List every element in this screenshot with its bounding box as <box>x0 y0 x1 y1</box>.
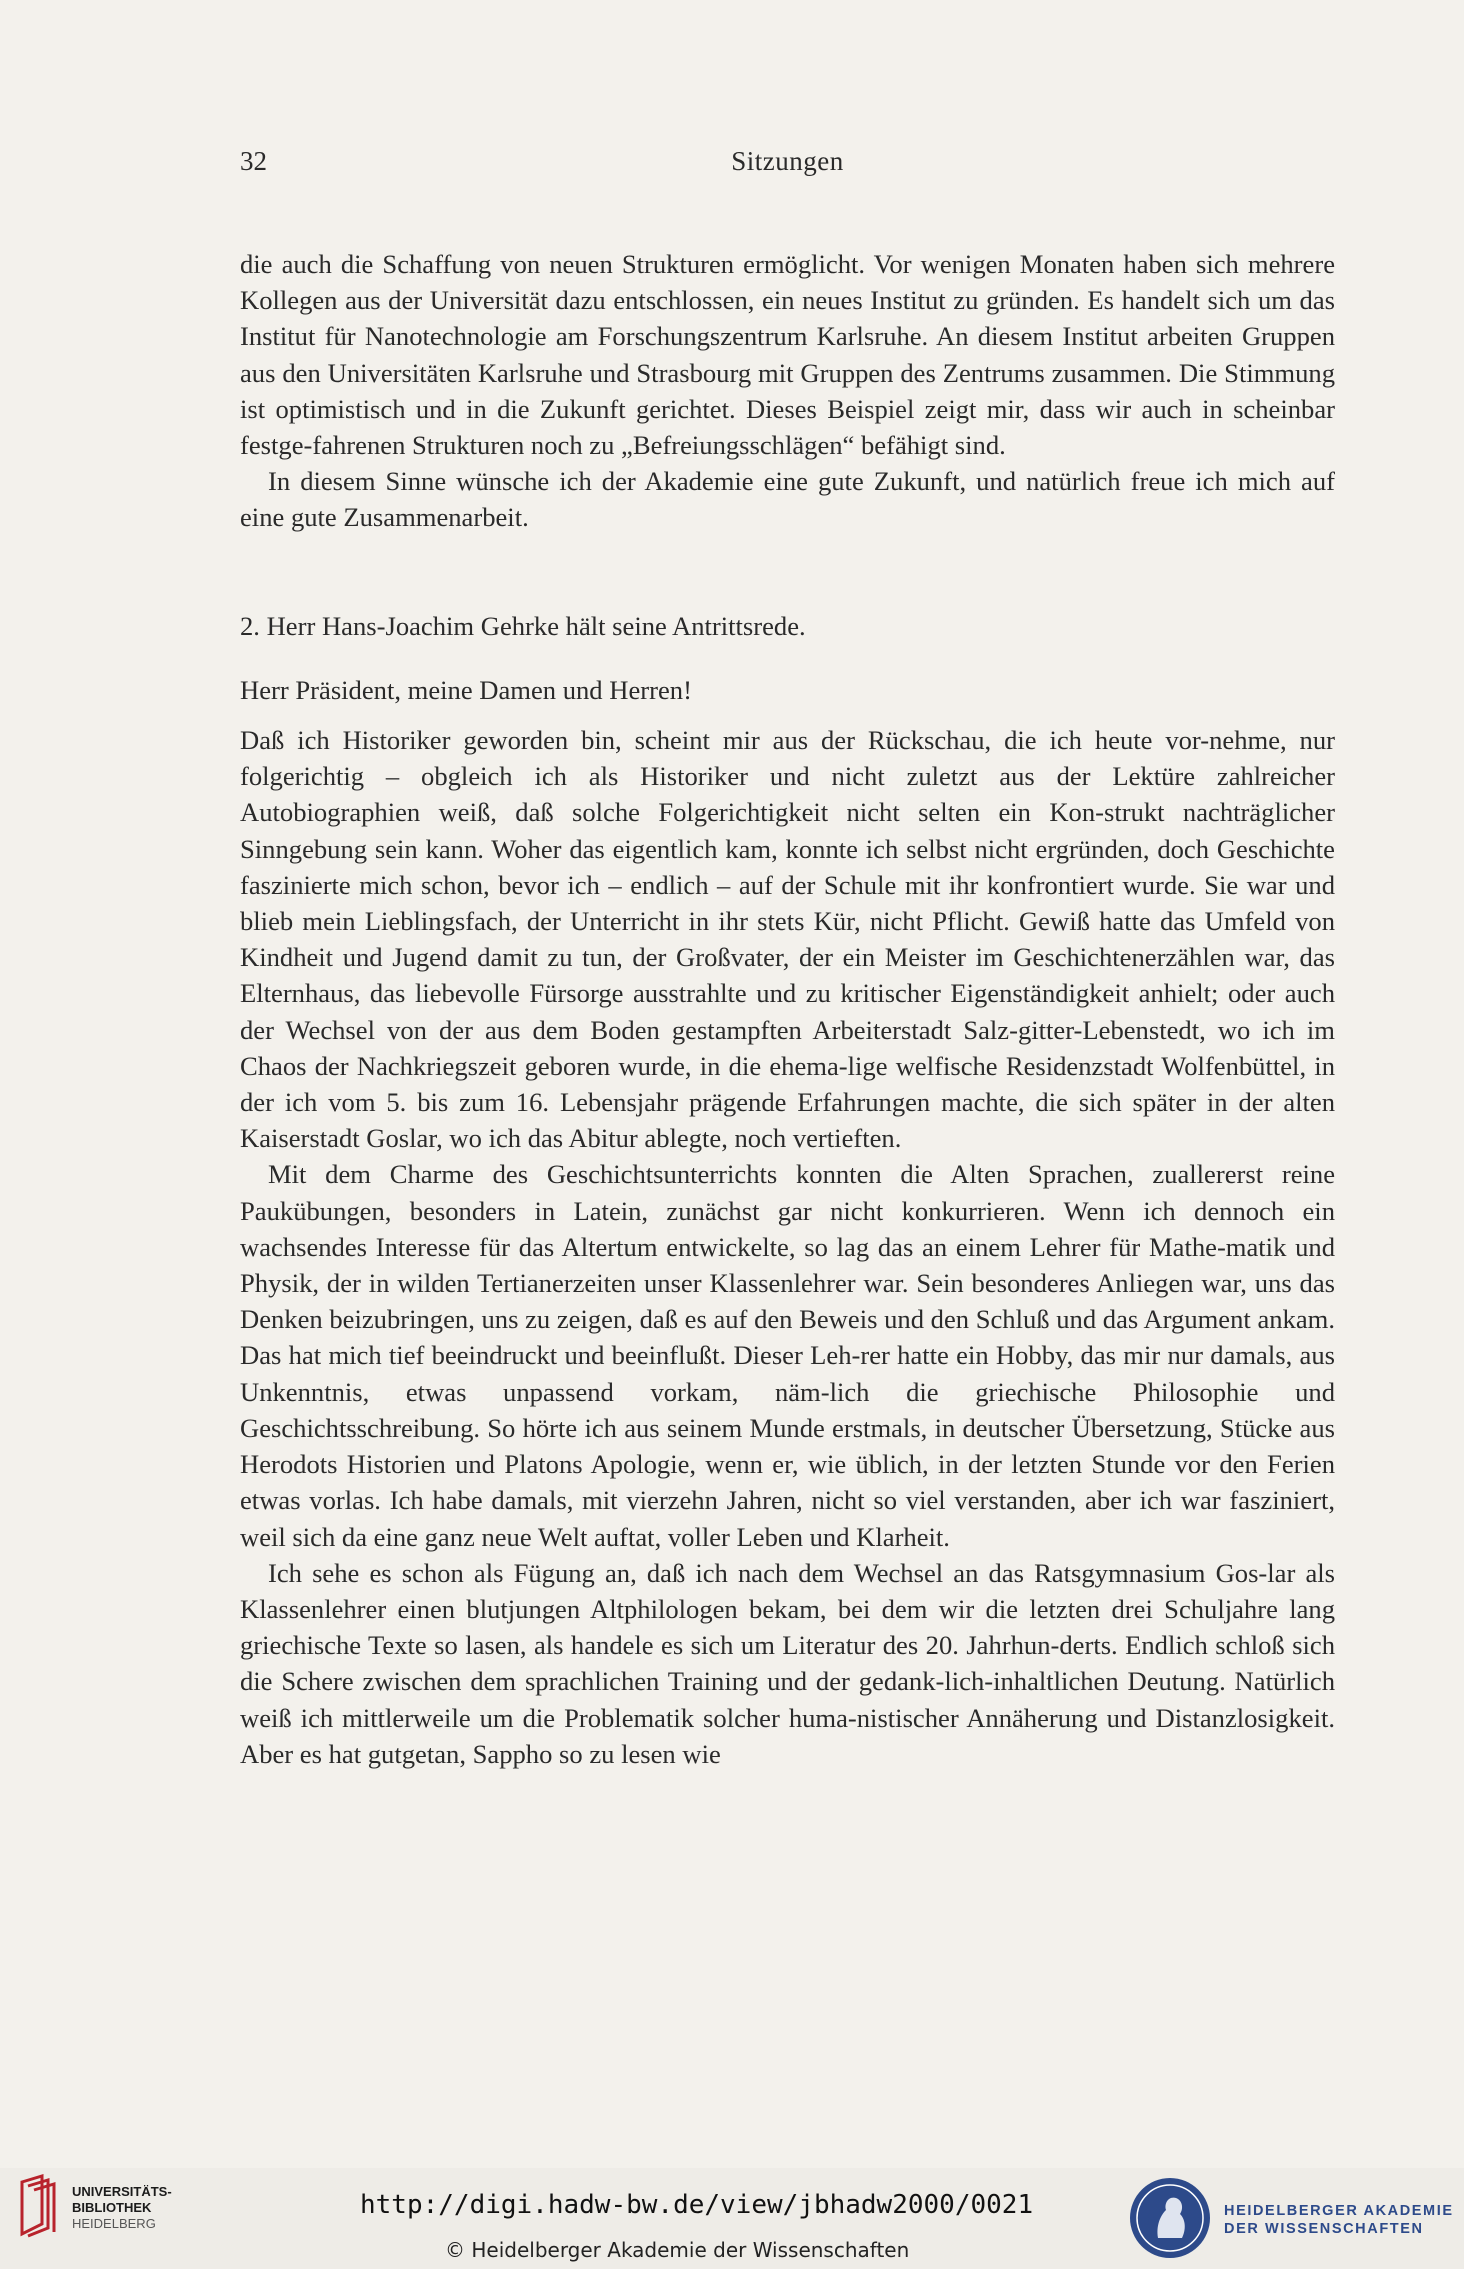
page-number: 32 <box>240 146 267 176</box>
digitization-footer <box>0 2168 1464 2269</box>
ub-logo-line: UNIVERSITÄTS- <box>72 2184 172 2199</box>
ub-logo-line: HEIDELBERG <box>72 2216 156 2231</box>
salutation: Herr Präsident, meine Damen und Herren! <box>240 674 692 705</box>
section-heading: 2. Herr Hans-Joachim Gehrke hält seine Antrittsrede. <box>240 610 806 641</box>
haw-logo-line: HEIDELBERGER AKADEMIE <box>1224 2203 1454 2219</box>
permalink-url[interactable]: http://digi.hadw-bw.de/view/jbhadw2000/0021 <box>360 2190 1034 2220</box>
paragraph: die auch die Schaffung von neuen Strukturen ermöglicht. Vor wenigen Monaten haben sich mehrere Kollegen aus der Universität dazu entschlossen, ein neues Institut zu gründen. Es handelt sich um das Institut für Nanotechnologie am Forschungszentrum Karlsruhe. An diesem Institut arbeiten Gruppen aus den Universitäten Karlsruhe und Strasbourg mit Gruppen des Zentrums zusammen. Die Stimmung ist optimistisch und in die Zukunft gerichtet. Dieses Beispiel zeigt mir, dass wir auch in scheinbar festge-fahrenen Strukturen noch zu „Befreiungsschlägen“ befähigt sind. <box>240 249 1335 461</box>
ub-logo-mark-icon <box>14 2174 64 2238</box>
paragraph: Ich sehe es schon als Fügung an, daß ich nach dem Wechsel an das Ratsgymnasium Gos-lar als Klassenlehrer einen blutjungen Altphilologen bekam, bei dem wir die letzten drei Schuljahre lang griechische Texte so lasen, als handele es sich um Literatur des 20. Jahrhun-derts. Endlich schloß sich die Schere zwischen dem sprachlichen Training und der gedank-lich-inhaltlichen Deutung. Natürlich weiß ich mittlerweile um die Problematik solcher huma-nistischer Annäherung und Distanzlosigkeit. Aber es hat gutgetan, Sappho so zu lesen wie <box>240 1557 1335 1769</box>
haw-logo[interactable] <box>1128 2176 1458 2262</box>
page-header <box>240 146 1335 186</box>
paragraph: Daß ich Historiker geworden bin, scheint mir aus der Rückschau, die ich heute vor-nehme, nur folgerichtig – obgleich ich als Historiker und nicht zuletzt aus der Lektüre zahlreicher Autobiographien weiß, daß solche Folgerichtigkeit nicht selten ein Kon-strukt nachträglicher Sinngebung sein kann. Woher das eigentlich kam, konnte ich selbst nicht ergründen, doch Geschichte faszinierte mich schon, bevor ich – endlich – auf der Schule mit ihr konfrontiert wurde. Sie war und blieb mein Lieblingsfach, der Unterricht in ihr stets Kür, nicht Pflicht. Gewiß hatte das Umfeld von Kindheit und Jugend damit zu tun, der Großvater, der ein Meister im Geschichtenerzählen war, das Elternhaus, das liebevolle Fürsorge ausstrahlte und zu kritischer Eigenständigkeit anhielt; oder auch der Wechsel von der aus dem Boden gestampften Arbeiterstadt Salz-gitter-Lebenstedt, wo ich im Chaos der Nachkriegszeit geboren wurde, in die ehema-lige welfische Residenzstadt Wolfenbüttel, in der ich vom 5. bis zum 16. Lebensjahr prägende Erfahrungen machte, die sich später in der alten Kaiserstadt Goslar, wo ich das Abitur ablegte, noch vertieften. <box>240 725 1335 1154</box>
main-text <box>240 246 1335 1772</box>
ub-logo-text <box>72 2184 172 2232</box>
academy-seal-icon <box>1128 2176 1212 2260</box>
haw-logo-line: DER WISSENSCHAFTEN <box>1224 2221 1424 2237</box>
copyright-notice: © Heidelberger Akademie der Wissenschaften <box>445 2238 910 2262</box>
haw-logo-text <box>1224 2202 1454 2238</box>
ub-logo-line: BIBLIOTHEK <box>72 2200 152 2215</box>
ub-heidelberg-logo[interactable] <box>14 2174 194 2244</box>
paragraph: Mit dem Charme des Geschichtsunterrichts konnten die Alten Sprachen, zuallererst reine Paukübungen, besonders in Latein, zunächst gar nicht konkurrieren. Wenn ich dennoch ein wachsendes Interesse für das Altertum entwickelte, so lag das an einem Lehrer für Mathe-matik und Physik, der in wilden Tertianerzeiten unser Klassenlehrer war. Sein besonderes Anliegen war, uns das Denken beizubringen, uns zu zeigen, daß es auf den Beweis und den Schluß und das Argument ankam. Das hat mich tief beeindruckt und beeinflußt. Dieser Leh-rer hatte ein Hobby, das mir nur damals, aus Unkenntnis, etwas unpassend vorkam, näm-lich die griechische Philosophie und Geschichtsschreibung. So hörte ich aus seinem Munde erstmals, in deutscher Übersetzung, Stücke aus Herodots Historien und Platons Apologie, wenn er, wie üblich, in der letzten Stunde vor den Ferien etwas vorlas. Ich habe damals, mit vierzehn Jahren, nicht so viel verstanden, aber ich war fasziniert, weil sich da eine ganz neue Welt auftat, voller Leben und Klarheit. <box>240 1159 1335 1552</box>
paragraph: In diesem Sinne wünsche ich der Akademie eine gute Zukunft, und natürlich freue ich mich auf eine gute Zusammenarbeit. <box>240 466 1335 533</box>
running-head: Sitzungen <box>731 146 844 176</box>
